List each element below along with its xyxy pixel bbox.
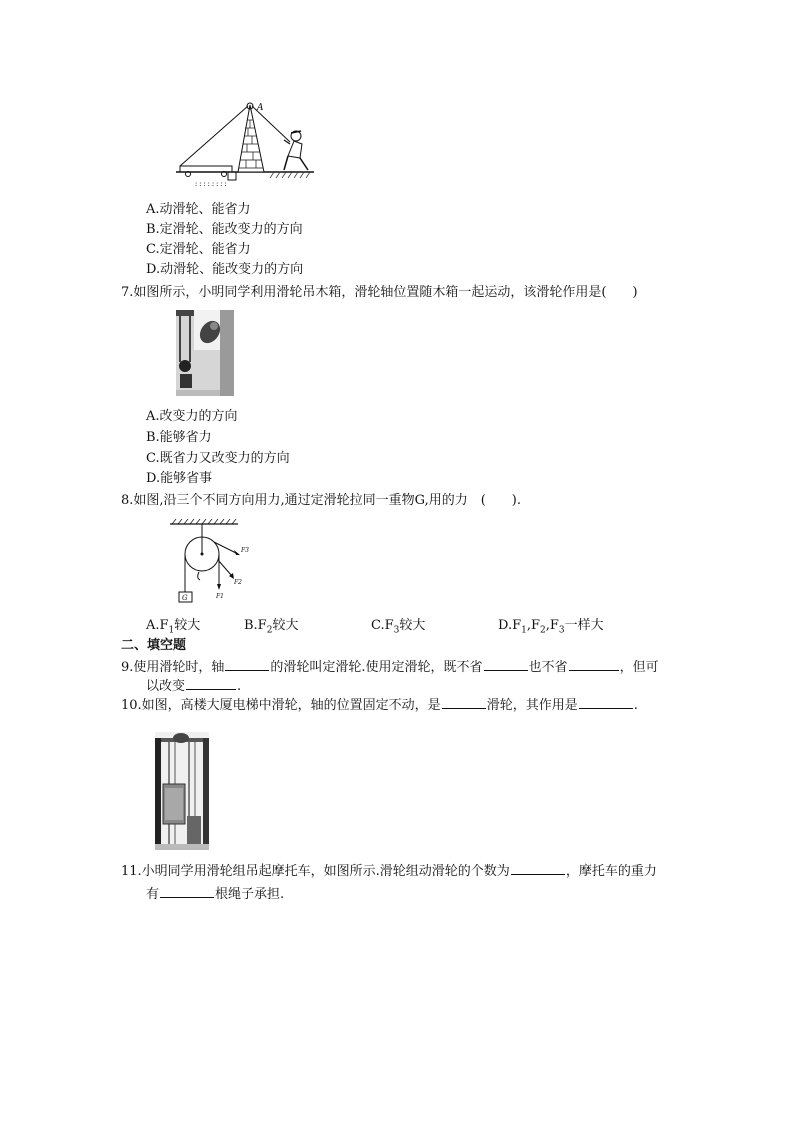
q11-blank-1[interactable] [511,861,565,875]
q6-figure [174,100,320,192]
q11-line2: 有 根绳子承担. [146,884,284,904]
q7-option-d: D.能够省事 [146,471,213,486]
q7-question: 7.如图所示，小明同学利用滑轮吊木箱，滑轮轴位置随木箱一起运动，该滑轮作用是( ) [121,285,638,300]
q8-figure [168,518,258,608]
q11-line1: 11.小明同学用滑轮组吊起摩托车，如图所示.滑轮组动滑轮的个数为 ，摩托车的重力 [121,861,657,881]
q7-option-a: A.改变力的方向 [146,409,238,424]
q10-blank-2[interactable] [579,695,633,709]
q9-blank-4[interactable] [186,676,236,690]
q8-question: 8.如图,沿三个不同方向用力,通过定滑轮拉同一重物G,用的力 ( ). [121,493,521,508]
section-title-fill-in: 二、填空题 [121,638,187,653]
q6-option-c: C.定滑轮、能省力 [146,242,251,257]
fig8-label-f1: F1 [216,593,224,600]
q9-blank-2[interactable] [484,657,528,671]
q6-option-a: A.动滑轮、能省力 [146,202,251,217]
q11-blank-2[interactable] [160,884,214,898]
q9-blank-3[interactable] [569,657,619,671]
q9-blank-1[interactable] [225,657,269,671]
fig8-label-f2: F2 [234,579,242,586]
q6-option-b: B.定滑轮、能改变力的方向 [146,222,303,237]
q9-line2: 以改变 . [146,676,241,696]
q9-line1: 9.使用滑轮时，轴 的滑轮叫定滑轮.使用定滑轮，既不省 也不省 ，但可 [121,657,659,677]
fig6-label-a: A [257,103,264,113]
fig8-label-f3: F3 [241,547,249,554]
q7-option-b: B.能够省力 [146,430,212,445]
q8-option-c: $C.F_3$较大 [371,618,426,636]
q6-option-d: D.动滑轮、能改变力的方向 [146,262,304,277]
q10-question: 10.如图，高楼大厦电梯中滑轮，轴的位置固定不动，是 滑轮，其作用是 . [121,695,638,715]
q7-figure [176,310,234,396]
q10-figure [155,732,209,850]
q7-option-c: C.既省力又改变力的方向 [146,451,290,466]
q10-blank-1[interactable] [442,695,486,709]
svg-text:::::::::: :::::::: [194,180,228,188]
q8-option-b: $B.F_2$较大 [244,618,299,636]
fig8-label-g: G [182,594,188,602]
q8-option-d: $D.F_1,F_2,F_3$一样大 [498,618,604,636]
q8-option-a: $A.F_1$较大 [146,618,201,636]
